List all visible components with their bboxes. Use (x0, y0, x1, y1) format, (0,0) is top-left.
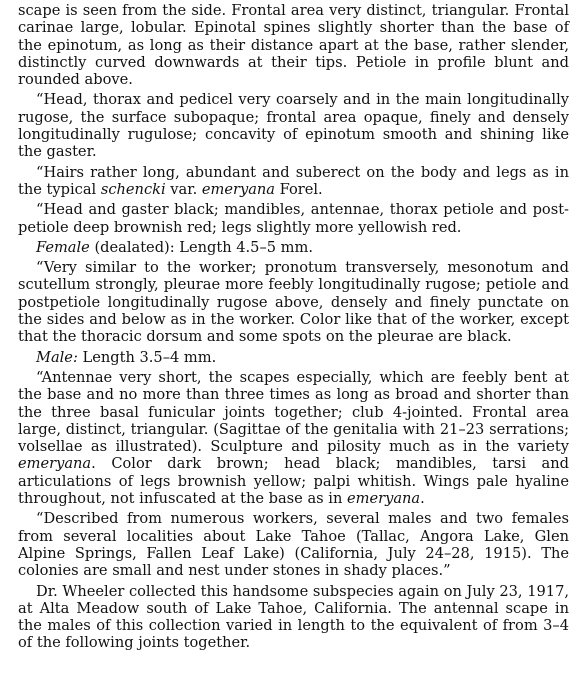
text-run: “Very similar to the worker; pronotum transversely, mesonotum and scutellum strongly, pleurae more feebly longitudinally rugose; petiole and postpetiole longitudinally rugose above, densely and finely punctate on the sides and below as in the worker. Color like that of the worker, except that the thoracic dorsum and some spots on the pleurae are black. (18, 259, 569, 346)
italic-text: Female (36, 238, 90, 256)
text-run: var. (165, 180, 202, 198)
paragraph-2 (18, 91, 569, 160)
text-run: “Antennae very short, the scapes especially, which are feebly bent at the base and no more than three times as long as broad and shorter than the three basal funicular joints together; club 4-jointed. Frontal area large, distinct, triangular. (Sagittae of the genitalia with 21–23 serrations; volsellae as illustrated). Sculpture and pilosity much as in the variety (18, 368, 569, 456)
paragraph-1 (18, 2, 569, 88)
paragraph-3 (18, 164, 569, 199)
document-page (18, 2, 569, 655)
italic-text: emeryana (18, 455, 92, 473)
text-run: “Head, thorax and pedicel very coarsely and in the main longitudinally rugose, the surface subopaque; frontal area opaque, finely and densely longitudinally rugulose; concavity of epinotum smooth and shining like the gaster. (18, 91, 569, 161)
text-run: (dealated): Length 4.5–5 mm. (89, 238, 314, 256)
italic-text: emeryana (201, 180, 275, 198)
text-run: . (420, 490, 425, 508)
text-run: Dr. Wheeler collected this handsome subspecies again on July 23, 1917, at Alta Meadow south of Lake Tahoe, California. The antennal scape in the males of this collection varied in length to the equivalent of from 3–4 of the following joints together. (18, 582, 569, 652)
paragraph-10 (18, 583, 569, 652)
italic-text: Male: (36, 348, 78, 366)
paragraph-9 (18, 510, 569, 579)
text-run: scape is seen from the side. Frontal area very distinct, triangular. Frontal carinae large, lobular. Epinotal spines slightly shorter than the base of the epinotum, as long as their distance apart at the base, rather slender, distinctly curved downwards at their tips. Petiole in profile blunt and rounded above. (18, 2, 569, 89)
text-run: “Described from numerous workers, several males and two females from several localities about Lake Tahoe (Tallac, Angora Lake, Glen Alpine Springs, Fallen Leaf Lake) (California, July 24–28, 1915). The colonies are small and nest under stones in shady places.” (18, 510, 569, 580)
text-run: Length 3.5–4 mm. (77, 348, 217, 366)
text-run: Forel. (275, 180, 323, 198)
paragraph-4 (18, 201, 569, 236)
paragraph-5 (18, 239, 569, 256)
text-run: “Hairs rather long, abundant and suberect on the body and legs as in the typical (18, 163, 569, 198)
italic-text: schencki (100, 180, 166, 198)
paragraph-8 (18, 369, 569, 507)
paragraph-6 (18, 259, 569, 345)
italic-text: emeryana (346, 490, 421, 508)
text-run: “Head and gaster black; mandibles, antennae, thorax petiole and post-petiole deep brownish red; legs slightly more yellowish red. (18, 201, 569, 236)
text-run: . Color dark brown; head black; mandibles, tarsi and articulations of legs brownish yellow; palpi whitish. Wings pale hyaline throughout, not infuscated at the base as in (18, 455, 569, 508)
paragraph-7 (18, 349, 569, 366)
